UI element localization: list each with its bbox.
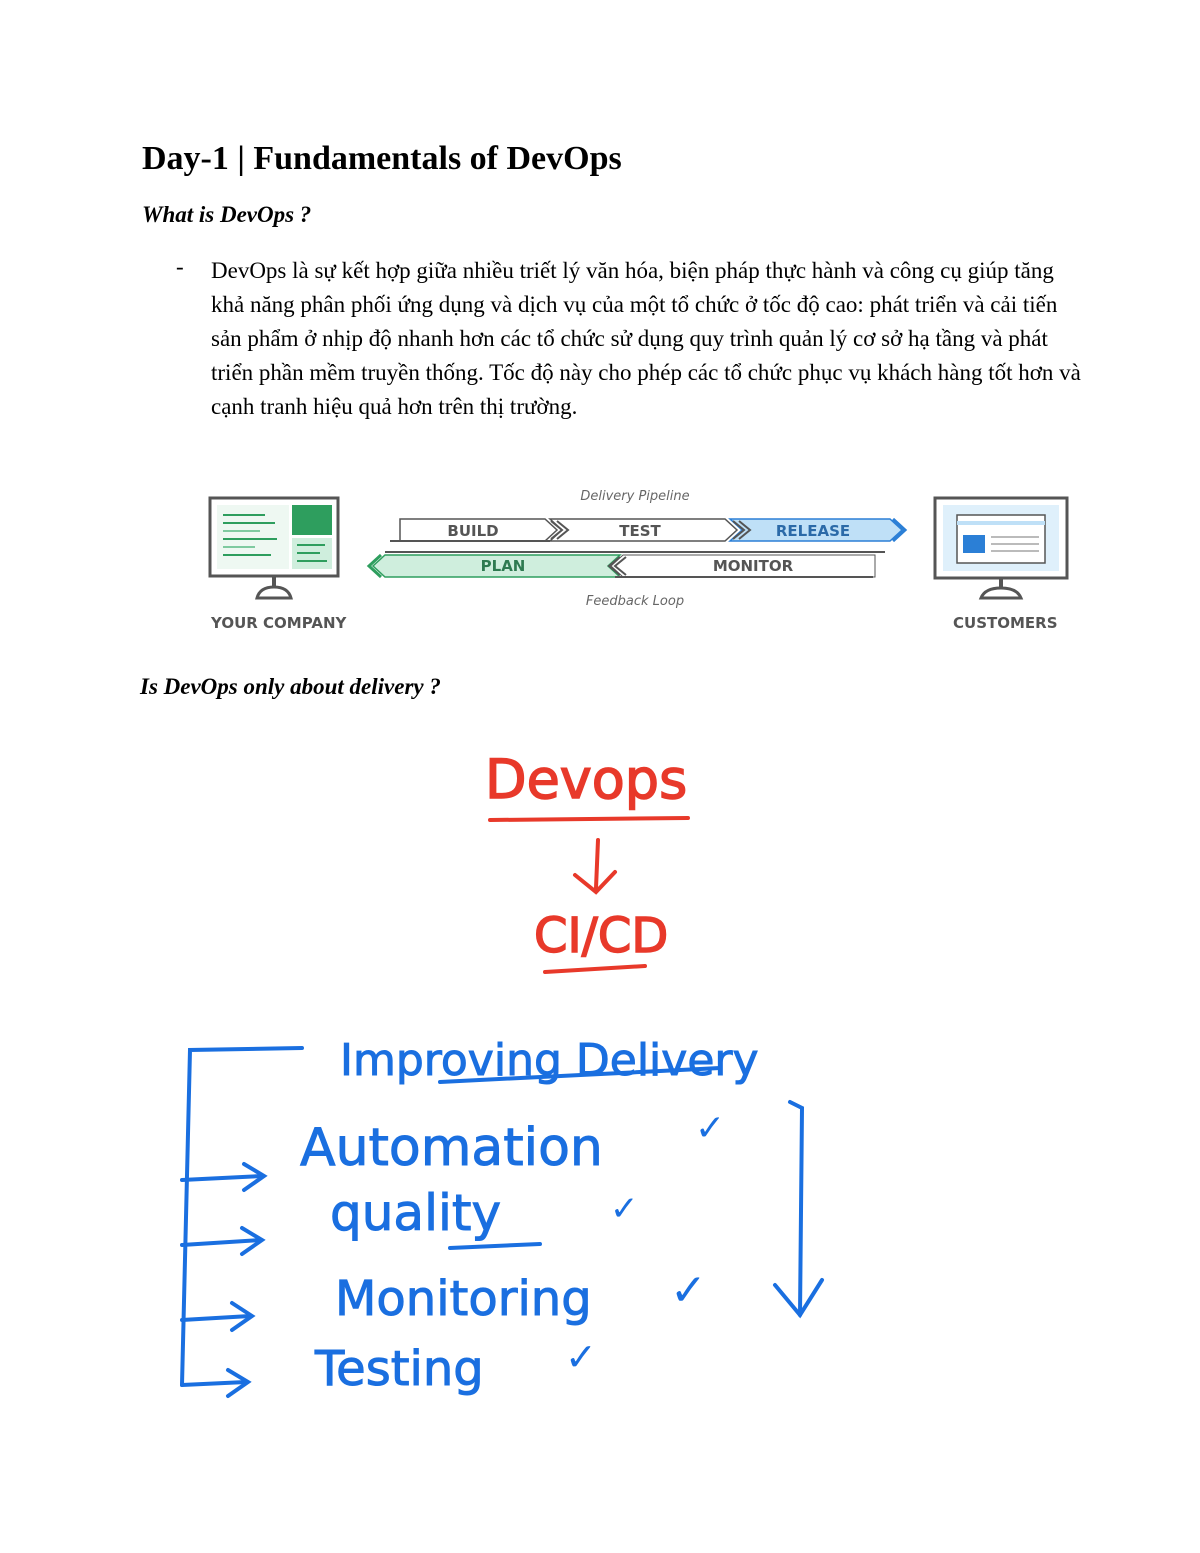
section-heading-delivery: Is DevOps only about delivery ? (140, 674, 441, 699)
company-monitor-icon (210, 498, 338, 598)
check-automation: ✓ (695, 1108, 726, 1149)
feedback-loop-arrows (369, 552, 885, 577)
customers-monitor-icon (935, 498, 1067, 598)
item-quality: quality (330, 1184, 502, 1242)
stage-test: TEST (619, 522, 661, 540)
feedback-loop-label: Feedback Loop (585, 594, 685, 609)
cicd-underline (545, 966, 645, 972)
delivery-pipeline-label: Delivery Pipeline (580, 489, 690, 504)
handwritten-improving-delivery: Improving Delivery (340, 1035, 759, 1086)
check-monitoring: ✓ (670, 1265, 707, 1316)
red-down-arrow (596, 840, 598, 888)
check-testing: ✓ (565, 1335, 597, 1379)
your-company-label: YOUR COMPANY (211, 614, 347, 632)
handwritten-sketch (150, 740, 1030, 1420)
devops-pipeline-diagram (205, 483, 1075, 643)
left-bracket-arrows (182, 1048, 302, 1396)
definition-paragraph: DevOps là sự kết hợp giữa nhiều triết lý văn hóa, biện pháp thực hành và công cụ giúp tăng khả năng phân phối ứng dụng và dịch vụ của một tổ chức ở tốc độ cao: phát triển và cải tiến sản phẩm ở nhịp độ nhanh hơn các tổ chức sử dụng quy trình quản lý cơ sở hạ tầng và phát triển phần mềm truyền thống. Tốc độ này cho phép các tổ chức phục vụ khách hàng tốt hơn và cạnh tranh hiệu quả hơn trên thị trường. (211, 258, 1081, 419)
item-monitoring: Monitoring (335, 1271, 592, 1327)
page-title: Day-1 | Fundamentals of DevOps (142, 140, 622, 177)
stage-release: RELEASE (775, 522, 851, 540)
item-testing: Testing (315, 1341, 484, 1397)
stage-build: BUILD (447, 522, 499, 540)
feedback-monitor: MONITOR (712, 557, 794, 575)
customers-label: CUSTOMERS (953, 614, 1058, 632)
handwritten-cicd: CI/CD (534, 908, 669, 964)
right-down-arrow (775, 1102, 822, 1315)
section-heading-what-is-devops: What is DevOps ? (142, 202, 312, 227)
check-quality: ✓ (610, 1189, 639, 1229)
item-automation: Automation (300, 1118, 603, 1178)
bullet-dash: - (176, 254, 184, 279)
handwritten-devops: Devops (485, 748, 688, 811)
devops-underline (490, 818, 688, 820)
feedback-plan: PLAN (480, 557, 526, 575)
